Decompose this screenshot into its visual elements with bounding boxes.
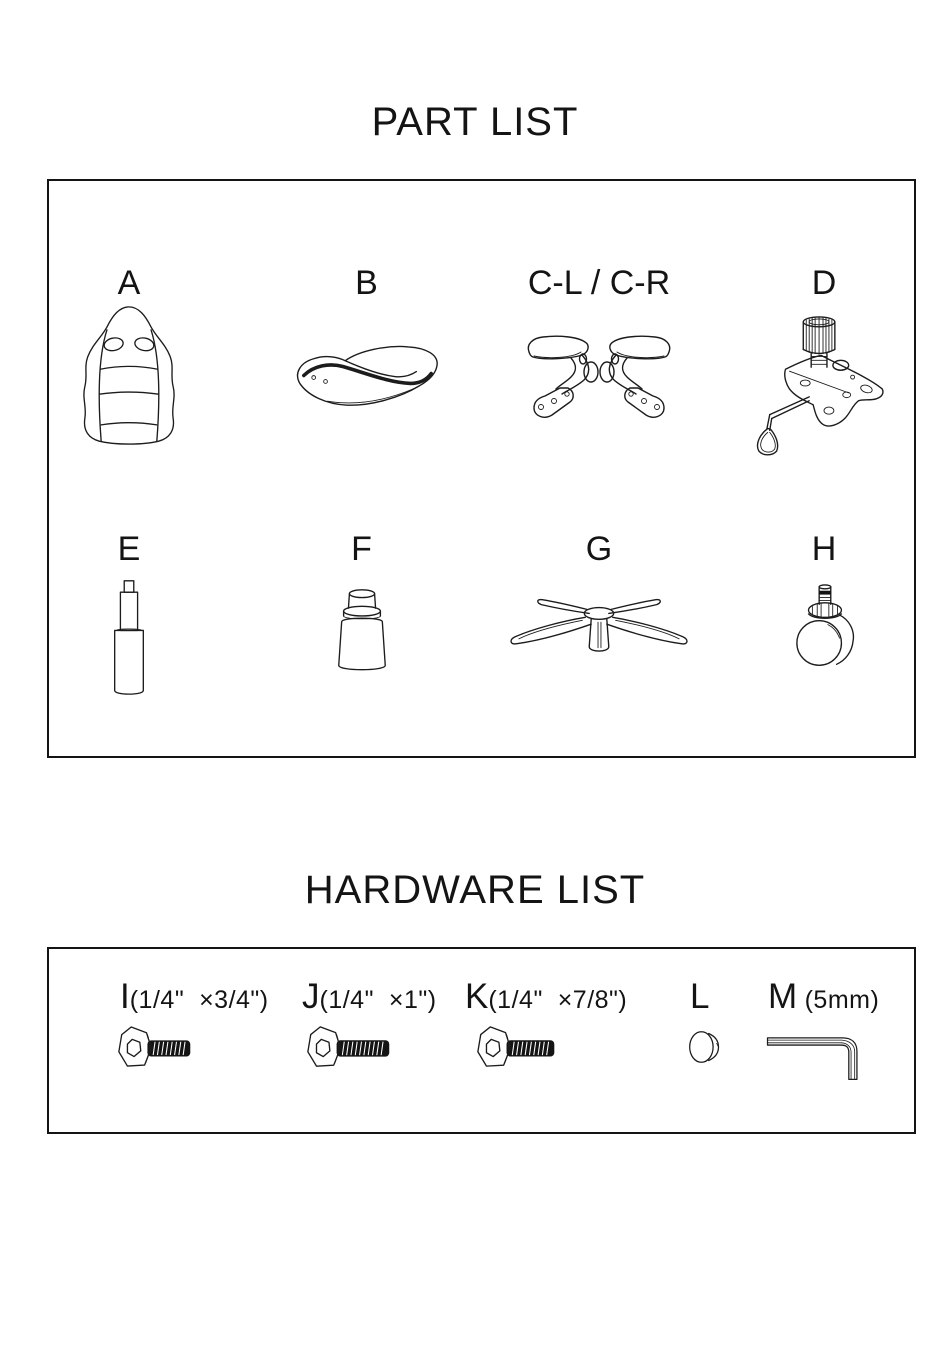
part-label: D <box>811 264 837 302</box>
part-label: H <box>811 530 837 568</box>
plastic-cap-drawing <box>687 1025 723 1069</box>
hex-bolt-drawing <box>305 1023 395 1071</box>
part-label: C-L / C-R <box>527 264 671 302</box>
hardware-list-title: HARDWARE LIST <box>304 868 646 912</box>
part-item-a <box>49 263 209 446</box>
hardware-letter: M <box>768 977 798 1016</box>
part-item-h <box>749 529 899 674</box>
hardware-letter: I <box>120 977 130 1016</box>
hardware-item-k <box>465 977 627 1071</box>
part-item-f <box>284 529 439 676</box>
hardware-size: (5mm) <box>797 986 880 1014</box>
hardware-item-j <box>302 977 437 1071</box>
hardware-list-box <box>47 947 916 1134</box>
cylinder-cover-drawing <box>331 584 393 676</box>
hardware-letter: L <box>690 977 710 1016</box>
seat-cushion-drawing <box>288 336 446 420</box>
allen-key-drawing <box>762 1027 876 1083</box>
armrest-pair-drawing <box>524 328 674 428</box>
hex-bolt-drawing <box>116 1023 196 1071</box>
hardware-item-m <box>768 977 879 1083</box>
hardware-size: (1/4" ×3/4") <box>129 986 269 1014</box>
hardware-letter: K <box>465 977 489 1016</box>
hardware-size: (1/4" ×1") <box>319 986 437 1014</box>
gas-lift-drawing <box>108 576 150 702</box>
hardware-label-line <box>302 977 437 1017</box>
caster-drawing <box>789 582 859 674</box>
hardware-label-line <box>120 977 269 1017</box>
hardware-size: (1/4" ×7/8") <box>488 986 628 1014</box>
part-item-d <box>739 263 909 464</box>
hardware-label-line <box>768 977 879 1017</box>
part-label: A <box>117 264 141 302</box>
part-label: G <box>585 530 613 568</box>
part-item-c <box>504 263 694 428</box>
part-label: E <box>117 530 141 568</box>
part-label: F <box>351 530 372 568</box>
hardware-label-line <box>690 977 723 1017</box>
star-base-drawing <box>499 588 699 676</box>
part-list-box <box>47 179 916 758</box>
hex-bolt-drawing <box>475 1023 561 1071</box>
hardware-label-line <box>465 977 627 1017</box>
part-item-e <box>49 529 209 702</box>
part-item-b <box>284 263 449 420</box>
chair-backrest-drawing <box>70 304 188 446</box>
part-item-g <box>489 529 709 676</box>
hardware-letter: J <box>302 977 320 1016</box>
hardware-item-l <box>690 977 723 1069</box>
tilt-mechanism-drawing <box>750 306 898 464</box>
part-list-title: PART LIST <box>371 100 579 144</box>
part-label: B <box>355 264 378 302</box>
hardware-item-i <box>120 977 269 1071</box>
